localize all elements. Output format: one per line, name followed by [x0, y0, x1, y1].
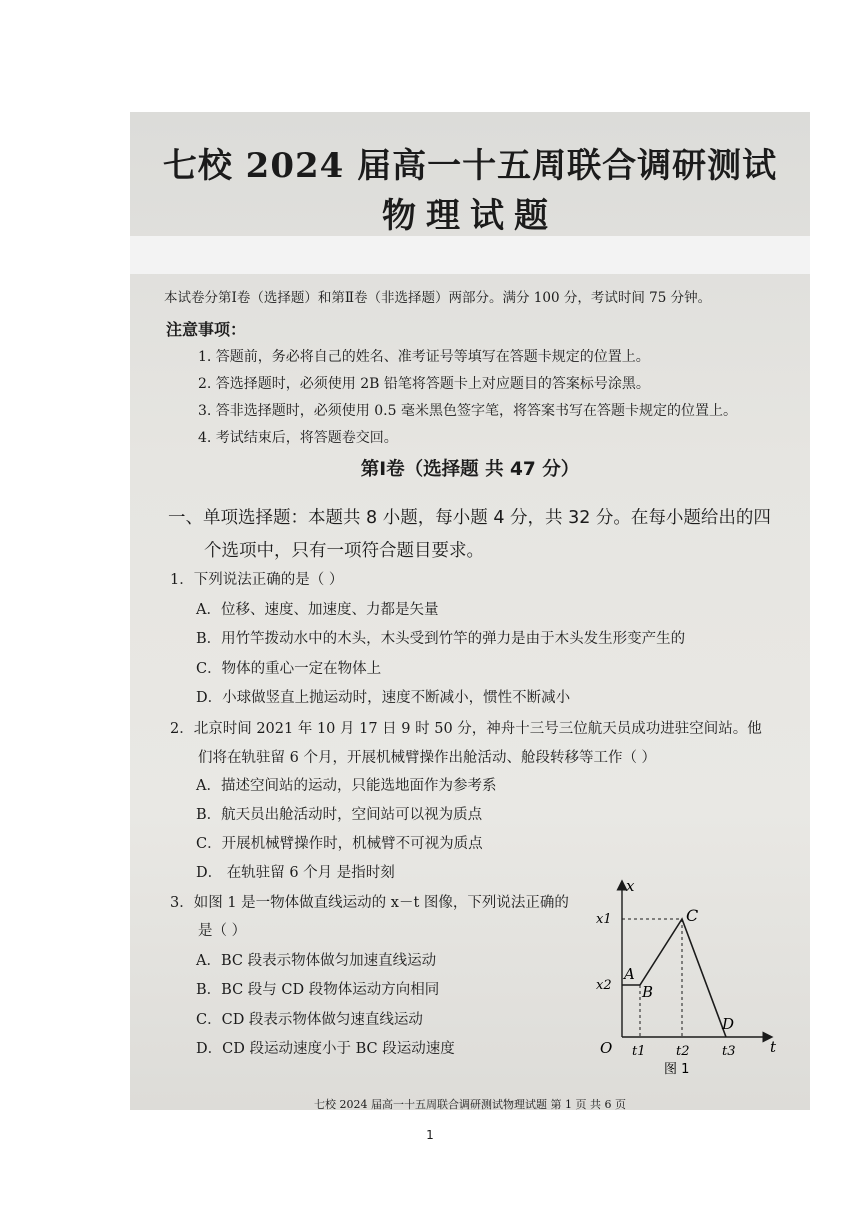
part-heading-line1: 一、单项选择题：本题共 8 小题，每小题 4 分，共 32 分。在每小题给出的四	[168, 508, 771, 528]
question-3-option-b: B．BC 段与 CD 段物体运动方向相同	[196, 982, 440, 998]
question-2-option-d: D． 在轨驻留 6 个月 是指时刻	[196, 865, 395, 881]
origin-label: O	[600, 1039, 613, 1057]
figure-1-xt-graph	[596, 877, 786, 1077]
question-1-option-b: B．用竹竿拨动水中的木头，木头受到竹竿的弹力是由于木头发生形变产生的	[196, 631, 686, 647]
tick-x2: x2	[596, 978, 612, 993]
question-3-option-a: A．BC 段表示物体做匀加速直线运动	[196, 953, 437, 969]
tick-x1: x1	[596, 912, 612, 927]
question-2-option-c: C．开展机械臂操作时，机械臂不可视为质点	[196, 836, 483, 852]
xt-curve	[622, 919, 726, 1037]
y-axis-label: x	[626, 877, 635, 895]
redacted-band	[130, 236, 810, 274]
notice-heading: 注意事项：	[166, 320, 247, 339]
tick-t1: t1	[632, 1044, 646, 1059]
point-a-label: A	[624, 965, 635, 983]
notice-item: 4. 考试结束后，将答题卷交回。	[198, 430, 398, 446]
x-axis-label: t	[770, 1038, 777, 1056]
notice-item: 3. 答非选择题时，必须使用 0.5 毫米黑色签字笔，将答案书写在答题卡规定的位置上。	[198, 403, 737, 419]
question-1-option-a: A．位移、速度、加速度、力都是矢量	[196, 602, 439, 618]
question-1-stem: 1．下列说法正确的是（ ）	[170, 572, 344, 588]
question-2-option-b: B．航天员出舱活动时，空间站可以视为质点	[196, 807, 483, 823]
part-heading-line2: 个选项中，只有一项符合题目要求。	[204, 541, 484, 561]
question-3-stem-line2: 是（ ）	[198, 923, 247, 939]
question-3-option-c: C．CD 段表示物体做匀速直线运动	[196, 1012, 423, 1028]
notice-item: 2. 答选择题时，必须使用 2B 铅笔将答题卡上对应题目的答案标号涂黑。	[198, 376, 650, 392]
question-2-stem-line1: 2．北京时间 2021 年 10 月 17 日 9 时 50 分，神舟十三号三位航天员成功进驻空间站。他	[170, 721, 762, 737]
page-footer: 七校 2024 届高一十五周联合调研测试物理试题 第 1 页 共 6 页	[314, 1098, 626, 1111]
tick-t2: t2	[676, 1044, 690, 1059]
question-1-option-d: D．小球做竖直上抛运动时，速度不断减小，惯性不断减小	[196, 690, 571, 706]
section-title: 第Ⅰ卷（选择题 共 47 分）	[360, 459, 580, 480]
question-2-option-a: A．描述空间站的运动，只能选地面作为参考系	[196, 778, 497, 794]
exam-title: 七校 2024 届高一十五周联合调研测试	[162, 146, 778, 186]
intro-text: 本试卷分第Ⅰ卷（选择题）和第Ⅱ卷（非选择题）两部分。满分 100 分，考试时间 75 分钟。	[164, 290, 712, 306]
question-1-option-c: C．物体的重心一定在物体上	[196, 661, 382, 677]
figure-caption: 图 1	[664, 1062, 690, 1077]
exam-subtitle: 物理试题	[382, 196, 558, 236]
question-3-stem-line1: 3．如图 1 是一物体做直线运动的 x－t 图像，下列说法正确的	[170, 895, 569, 911]
scanned-page-photo	[130, 112, 810, 1110]
question-3-option-d: D．CD 段运动速度小于 BC 段运动速度	[196, 1041, 455, 1057]
question-2-stem-line2: 们将在轨驻留 6 个月，开展机械臂操作出舱活动、舱段转移等工作（ ）	[198, 750, 657, 766]
notice-item: 1. 答题前，务必将自己的姓名、准考证号等填写在答题卡规定的位置上。	[198, 349, 650, 365]
point-b-label: B	[642, 983, 654, 1001]
tick-t3: t3	[722, 1044, 736, 1059]
point-d-label: D	[722, 1015, 735, 1033]
page-number: 1	[426, 1128, 434, 1142]
point-c-label: C	[686, 906, 699, 925]
